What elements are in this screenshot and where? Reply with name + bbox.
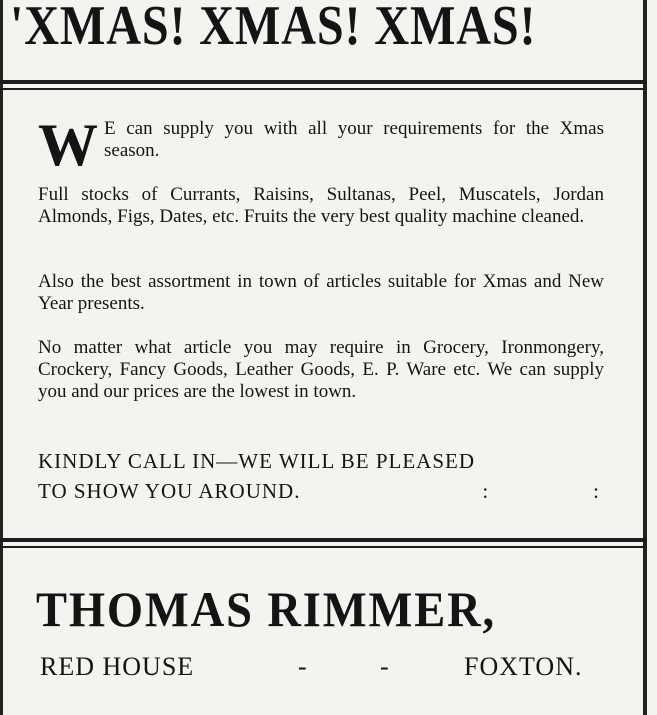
bottom-rule-thin xyxy=(0,546,647,548)
intro-paragraph xyxy=(38,112,604,178)
callout-colon-2: : xyxy=(593,479,600,503)
bottom-rule-thick xyxy=(0,538,647,542)
right-border xyxy=(643,0,647,715)
callout-line-1 xyxy=(38,446,604,476)
callout-colon-1: : xyxy=(482,479,490,503)
intro-text: E can supply you with all your requirements for the Xmas season. xyxy=(104,118,604,161)
callout xyxy=(38,446,604,506)
callout-text-2: TO SHOW YOU AROUND. xyxy=(38,479,301,503)
top-rule-thick xyxy=(0,80,647,84)
callout-text-1: KINDLY CALL IN—WE WILL BE PLEASED xyxy=(38,449,476,473)
top-rule-thin xyxy=(0,88,647,90)
stock-paragraph: Full stocks of Currants, Raisins, Sultanas, Peel, Muscatels, Jordan Almonds, Figs, Dates, etc. Fruits the very best quality machine cleaned. xyxy=(38,184,604,227)
dash-1: - xyxy=(298,652,308,681)
merchant-name: THOMAS RIMMER, xyxy=(36,581,497,637)
dash-2: - xyxy=(380,652,390,681)
location: RED HOUSE xyxy=(40,652,195,681)
dropcap: W xyxy=(38,112,98,178)
goods-paragraph: No matter what article you may require in Grocery, Ironmongery, Crockery, Fancy Goods, Leather Goods, E. P. Ware etc. We can supply you and our prices are the lowest in town. xyxy=(38,337,604,402)
town: FOXTON. xyxy=(464,652,583,681)
left-border xyxy=(0,0,3,715)
callout-line-2 xyxy=(38,476,604,506)
headline: 'XMAS! XMAS! XMAS! xyxy=(10,0,537,57)
presents-paragraph: Also the best assortment in town of articles suitable for Xmas and New Year presents. xyxy=(38,271,604,314)
